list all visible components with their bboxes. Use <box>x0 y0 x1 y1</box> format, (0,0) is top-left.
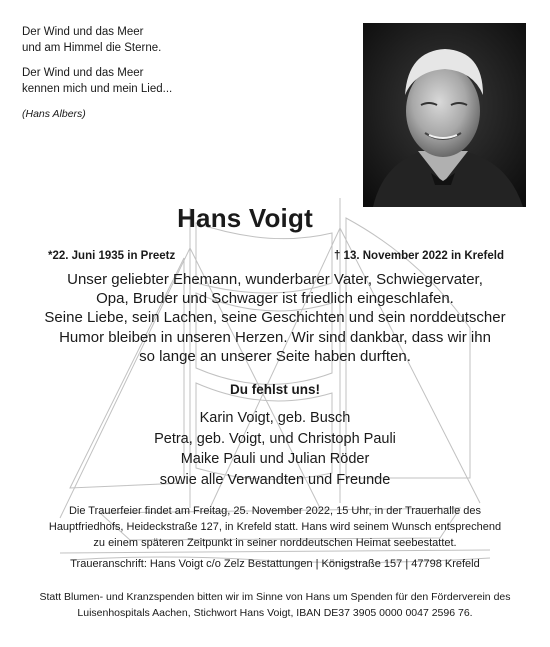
message-line: Humor bleiben in unseren Herzen. Wir sind dankbar, dass wir ihn <box>59 328 491 346</box>
donation-line: Luisenhospitals Aachen, Stichwort Hans Voigt, IBAN DE37 3905 0000 0047 2596 76. <box>77 607 473 619</box>
service-line: Hauptfriedhofs, Heideckstraße 127, in Krefeld statt. Hans wird seinem Wunsch entsprechend <box>48 521 502 533</box>
poem-line: und am Himmel die Sterne. <box>22 42 162 54</box>
family-member: Petra, geb. Voigt, und Christoph Pauli <box>154 430 396 447</box>
family-member: Karin Voigt, geb. Busch <box>199 410 351 426</box>
poem-line: Der Wind und das Meer <box>22 26 144 38</box>
poem-author: (Hans Albers) <box>22 108 86 120</box>
poem-line: Der Wind und das Meer <box>22 67 144 79</box>
poem-stanza-2 <box>22 65 322 97</box>
poem <box>22 24 322 122</box>
family-member: Maike Pauli und Julian Röder <box>180 451 370 467</box>
message-line: Opa, Bruder und Schwager ist friedlich eingeschlafen. <box>96 290 454 308</box>
birth-date: *22. Juni 1935 in Preetz <box>48 250 176 262</box>
service-line: Die Trauerfeier findet am Freitag, 25. November 2022, 15 Uhr, in der Trauerhalle des <box>68 505 482 517</box>
donation-info <box>20 589 530 621</box>
missed-heading: Du fehlst uns! <box>230 382 320 397</box>
funeral-service-info <box>30 503 520 551</box>
portrait-photo <box>363 23 526 207</box>
family-member: sowie alle Verwandten und Freunde <box>159 471 391 488</box>
memorial-message <box>20 270 530 366</box>
mourning-address: Traueranschrift: Hans Voigt c/o Zelz Bestattungen | Königstraße 157 | 47798 Krefeld <box>70 558 480 570</box>
message-line: Unser geliebter Ehemann, wunderbarer Vater, Schwiegervater, <box>67 271 483 288</box>
family-list <box>0 408 550 490</box>
deceased-name: Hans Voigt <box>177 203 313 233</box>
service-line: zu einem späteren Zeitpunkt in seiner norddeutschen Heimat seebestattet. <box>93 537 457 549</box>
poem-stanza-1 <box>22 24 322 56</box>
message-line: Seine Liebe, sein Lachen, seine Geschichten und sein norddeutscher <box>44 309 506 327</box>
message-line: so lange an unserer Seite haben durften. <box>139 347 411 365</box>
poem-line: kennen mich und mein Lied... <box>22 83 173 95</box>
donation-line: Statt Blumen- und Kranzspenden bitten wir im Sinne von Hans um Spenden für den Förderverein des <box>39 591 511 603</box>
death-date: † 13. November 2022 in Krefeld <box>333 250 504 262</box>
